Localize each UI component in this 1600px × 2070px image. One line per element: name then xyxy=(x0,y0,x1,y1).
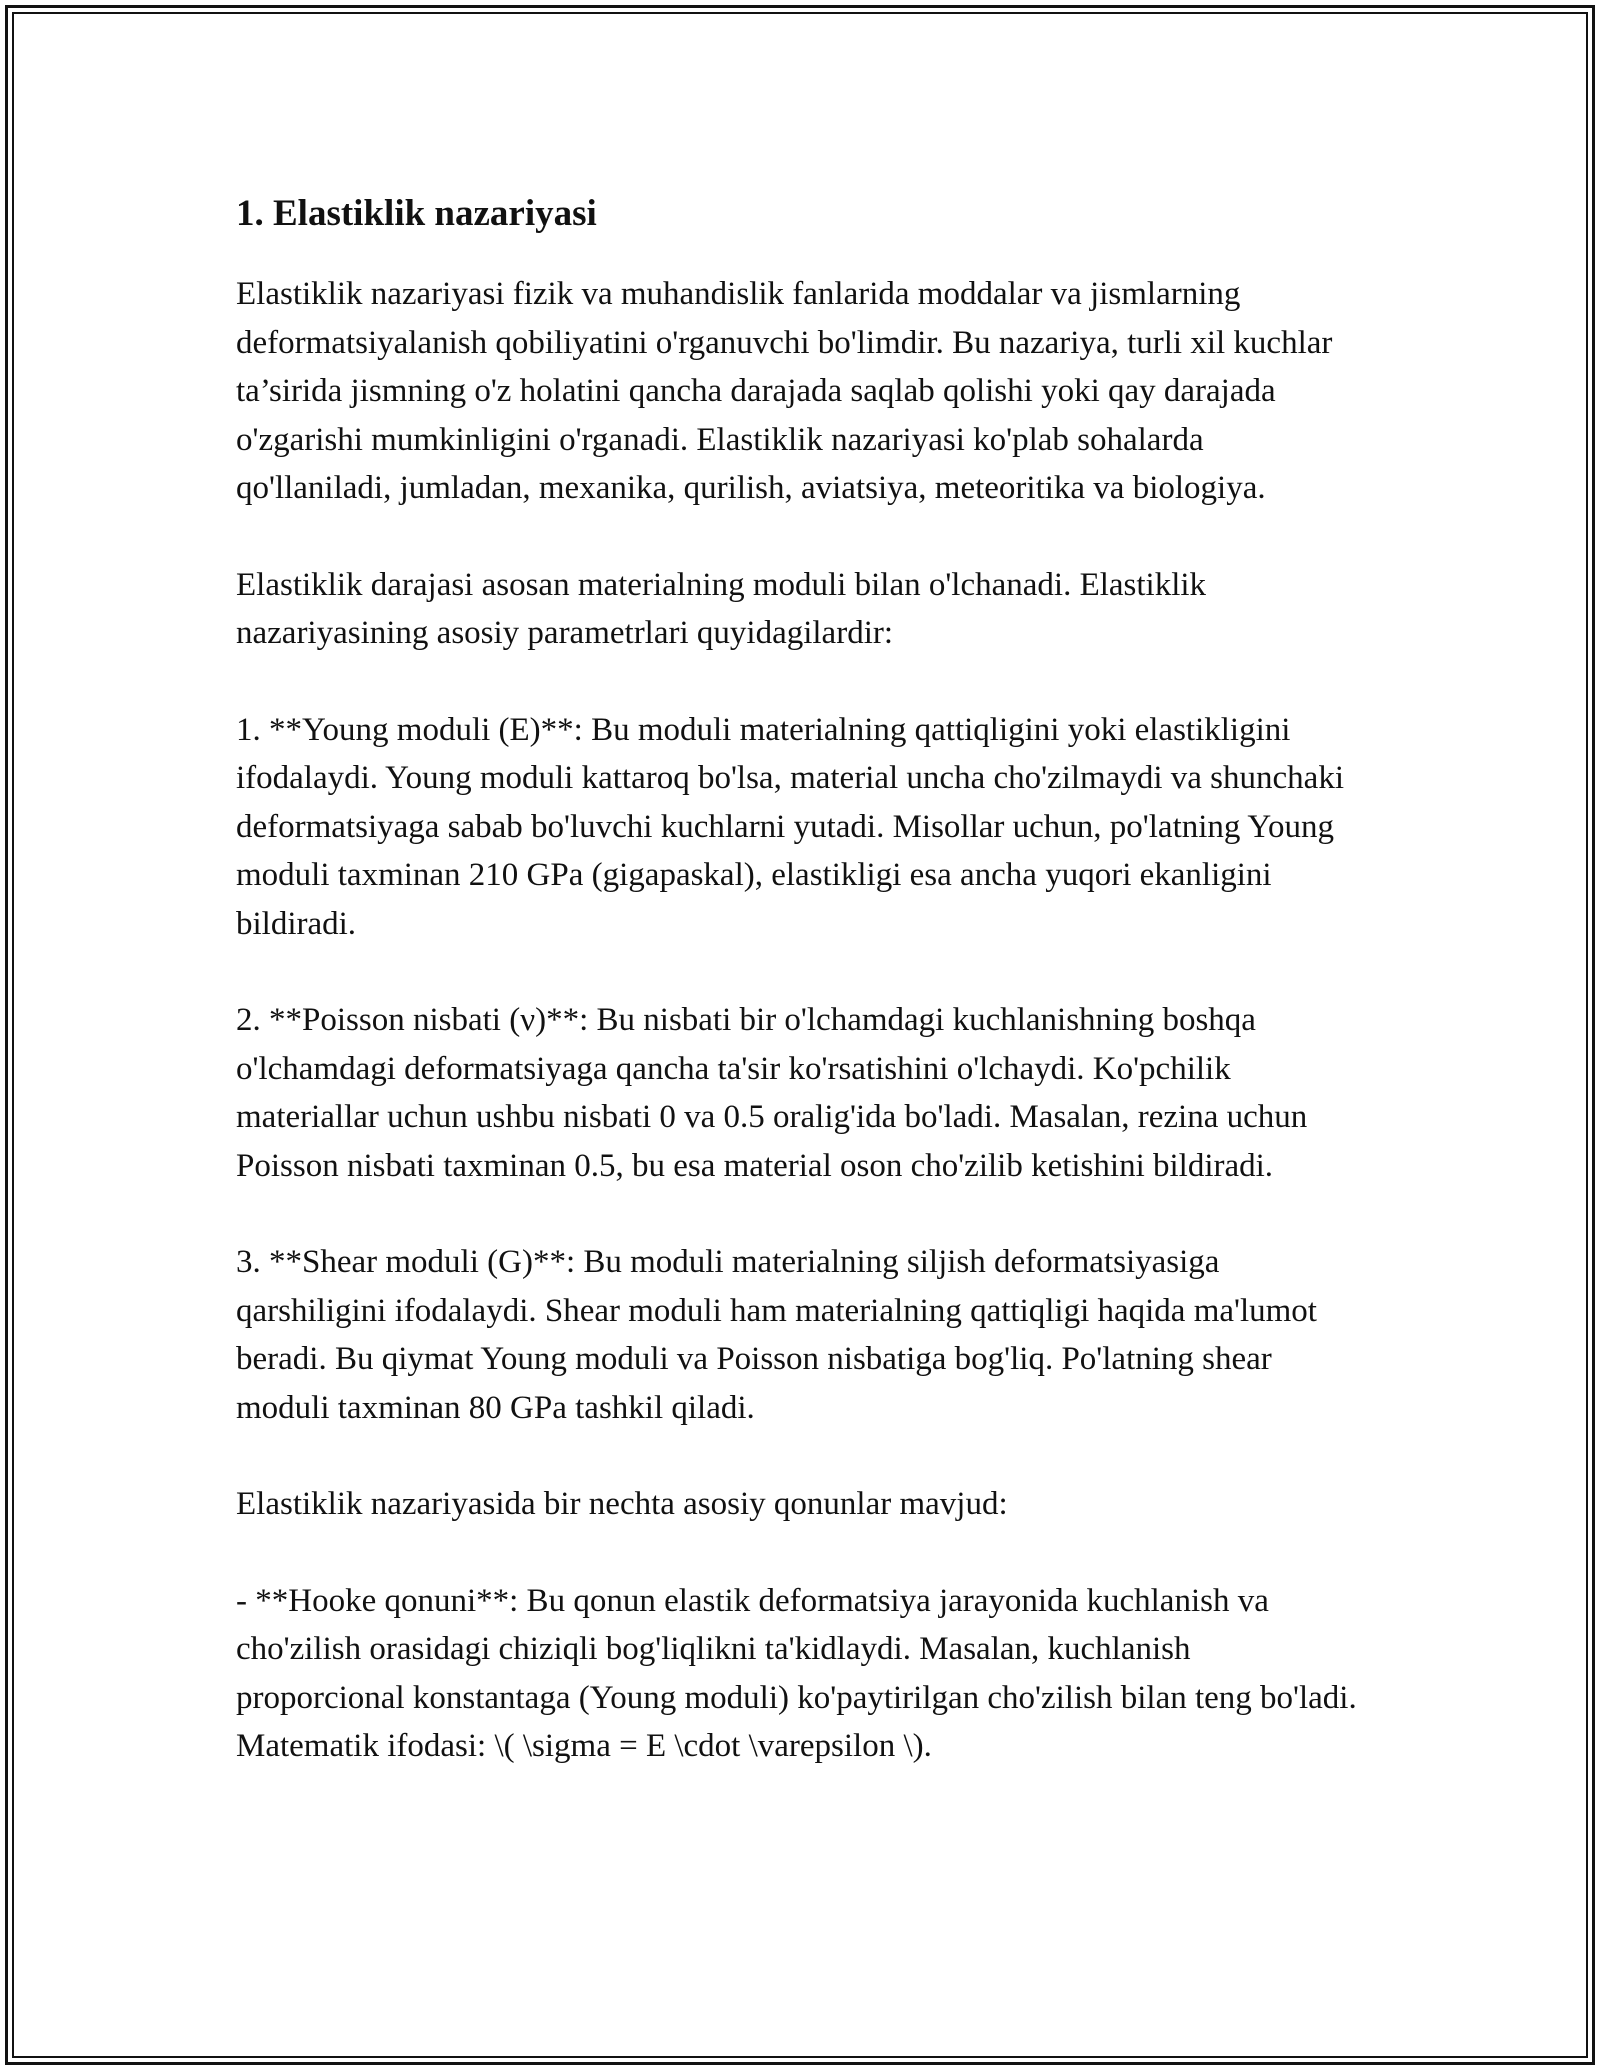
intro-paragraph: Elastiklik nazariyasi fizik va muhandislik fanlarida moddalar va jismlarning deformatsiyalanish qobiliyatini o'rganuvchi bo'limdir. Bu nazariya, turli xil kuchlar ta’sirida jismning o'z holatini qancha darajada saqlab qolishi yoki qay darajada o'zgarishi mumkinligini o'rganadi. Elastiklik nazariyasi ko'plab sohalarda qo'llaniladi, jumladan, mexanika, qurilish, aviatsiya, meteoritika va biologiya. xyxy=(236,276,1333,506)
document-body xyxy=(236,186,1366,1819)
hooke-law-paragraph: - **Hooke qonuni**: Bu qonun elastik deformatsiya jarayonida kuchlanish va cho'zilish orasidagi chiziqli bog'liqlikni ta'kidlaydi. Masalan, kuchlanish proporcional konstantaga (Young moduli) ko'paytirilgan cho'zilish bilan teng bo'ladi. Matematik ifodasi: \( \sigma = E \cdot \varepsilon \). xyxy=(236,1582,1357,1764)
poisson-ratio-paragraph: 2. **Poisson nisbati (ν)**: Bu nisbati bir o'lchamdagi kuchlanishning boshqa o'lchamdagi deformatsiyaga qancha ta'sir ko'rsatishini o'lchaydi. Ko'pchilik materiallar uchun ushbu nisbati 0 va 0.5 oralig'ida bo'ladi. Masalan, rezina uchun Poisson nisbati taxminan 0.5, bu esa material oson cho'zilib ketishini bildiradi. xyxy=(236,1002,1308,1184)
laws-intro-paragraph: Elastiklik nazariyasida bir nechta asosiy qonunlar mavjud: xyxy=(236,1486,1008,1522)
shear-modulus-paragraph: 3. **Shear moduli (G)**: Bu moduli materialning siljish deformatsiyasiga qarshiligini ifodalaydi. Shear moduli ham materialning qattiqligi haqida ma'lumot beradi. Bu qiymat Young moduli va Poisson nisbatiga bog'liq. Po'latning shear moduli taxminan 80 GPa tashkil qiladi. xyxy=(236,1244,1317,1426)
parameters-intro-paragraph: Elastiklik darajasi asosan materialning moduli bilan o'lchanadi. Elastiklik nazariyasining asosiy parametrlari quyidagilardir: xyxy=(236,566,1207,651)
section-heading: 1. Elastiklik nazariyasi xyxy=(236,193,597,234)
young-modulus-paragraph: 1. **Young moduli (E)**: Bu moduli materialning qattiqligini yoki elastikligini ifodalaydi. Young moduli kattaroq bo'lsa, material uncha cho'zilmaydi va shunchaki deformatsiyaga sabab bo'luvchi kuchlarni yutadi. Misollar uchun, po'latning Young moduli taxminan 210 GPa (gigapaskal), elastikligi esa ancha yuqori ekanligini bildiradi. xyxy=(236,711,1344,942)
